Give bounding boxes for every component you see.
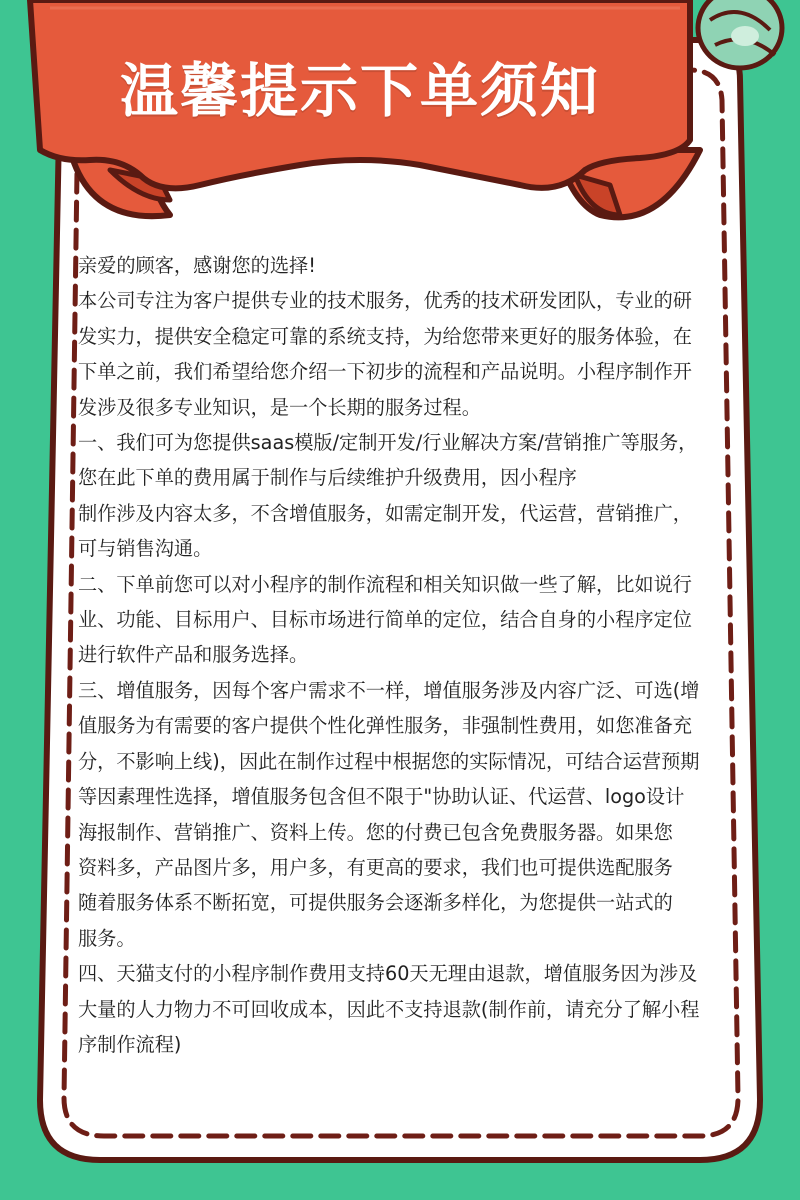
notice-line-item-1: 一、我们可为您提供saas模版/定制开发/行业解决方案/营销推广等服务， [78, 431, 698, 455]
notice-line: 您在此下单的费用属于制作与后续维护升级费用，因小程序 [78, 466, 577, 490]
notice-line: 下单之前，我们希望给您介绍一下初步的流程和产品说明。小程序制作开 [78, 360, 692, 384]
notice-line-greeting: 亲爱的顾客，感谢您的选择! [78, 254, 316, 277]
leaf-decoration [698, 0, 782, 68]
notice-line: 可与销售沟通。 [78, 537, 213, 561]
notice-line: 制作涉及内容太多，不含增值服务，如需定制开发，代运营，营销推广， [78, 501, 692, 525]
notice-line: 服务。 [78, 926, 136, 950]
notice-line: 发实力，提供安全稳定可靠的系统支持，为给您带来更好的服务体验，在 [78, 324, 692, 348]
notice-line: 分，不影响上线)，因此在制作过程中根据您的实际情况，可结合运营预期 [78, 749, 700, 773]
notice-line: 海报制作、营销推广、资料上传。您的付费已包含免费服务器。如果您 [78, 820, 673, 844]
notice-line-item-2: 二、下单前您可以对小程序的制作流程和相关知识做一些了解，比如说行 [78, 572, 692, 596]
notice-line: 随着服务体系不断拓宽，可提供服务会逐渐多样化，为您提供一站式的 [78, 891, 673, 915]
notice-line: 值服务为有需要的客户提供个性化弹性服务，非强制性费用，如您准备充 [78, 714, 692, 738]
notice-line: 进行软件产品和服务选择。 [78, 643, 309, 667]
notice-line: 大量的人力物力不可回收成本，因此不支持退款(制作前，请充分了解小程 [78, 997, 700, 1021]
page-title: 温馨提示下单须知 [119, 57, 600, 125]
notice-line: 等因素理性选择，增值服务包含但不限于"协助认证、代运营、logo设计 [78, 785, 685, 809]
notice-line-item-4: 四、天猫支付的小程序制作费用支持60天无理由退款，增值服务因为涉及 [78, 962, 698, 986]
notice-line: 序制作流程) [78, 1032, 182, 1056]
notice-line: 业、功能、目标用户、目标市场进行简单的定位，结合自身的小程序定位 [78, 608, 692, 632]
notice-line: 资料多，产品图片多，用户多，有更高的要求，我们也可提供选配服务 [78, 855, 673, 879]
notice-text [78, 248, 730, 1062]
notice-line: 发涉及很多专业知识，是一个长期的服务过程。 [78, 395, 481, 419]
notice-line: 本公司专注为客户提供专业的技术服务，优秀的技术研发团队，专业的研 [78, 289, 692, 313]
notice-line-item-3: 三、增值服务，因每个客户需求不一样，增值服务涉及内容广泛、可选(增 [78, 678, 700, 702]
